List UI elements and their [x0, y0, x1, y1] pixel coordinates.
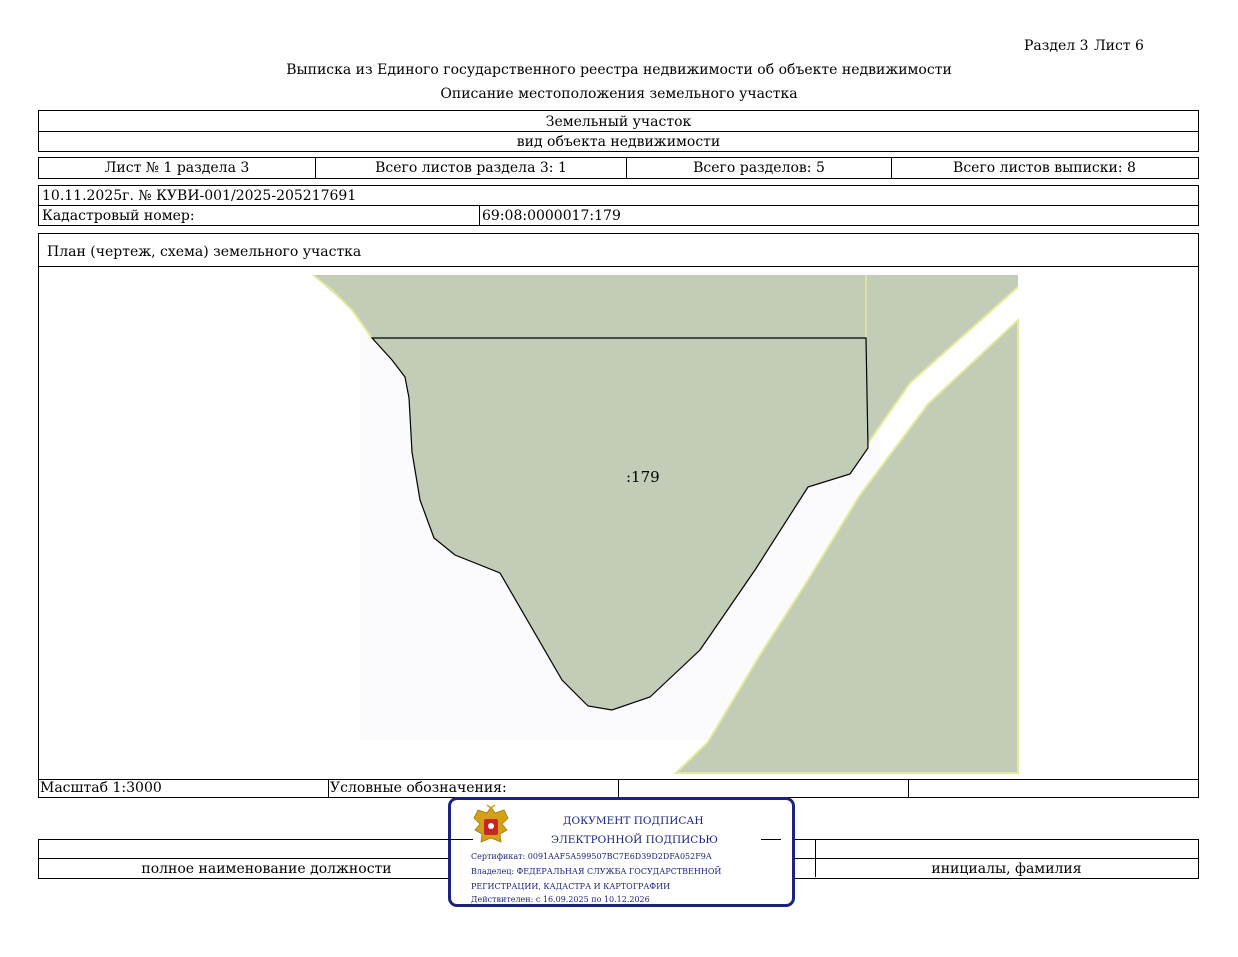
plan-title: План (чертеж, схема) земельного участка — [47, 244, 362, 260]
stamp-validity: Действителен: с 16.09.2025 по 10.12.2026 — [471, 895, 650, 904]
document-title: Выписка из Единого государственного реестра недвижимости об объекте недвижимости — [286, 62, 952, 78]
sheet-number: Лист 6 — [1094, 38, 1144, 54]
stamp-line-left — [391, 839, 473, 840]
record-date-number: 10.11.2025г. № КУВИ-001/2025-205217691 — [42, 188, 357, 204]
parcel-label: :179 — [626, 468, 660, 486]
legend-row — [38, 779, 1199, 798]
electronic-signature-stamp — [448, 797, 795, 907]
stamp-line1: ДОКУМЕНТ ПОДПИСАН — [563, 815, 704, 827]
cadastral-number: 69:08:0000017:179 — [482, 208, 621, 224]
legend-label-cell: Условные обозначения: — [329, 780, 619, 797]
russian-emblem-icon — [471, 804, 511, 848]
stamp-line-right — [761, 839, 781, 840]
stamp-line2: ЭЛЕКТРОННОЙ ПОДПИСЬЮ — [551, 834, 718, 846]
section-number: Раздел 3 — [1024, 38, 1089, 54]
position-caption: полное наименование должности — [141, 861, 392, 877]
document-subtitle: Описание местоположения земельного участка — [440, 86, 798, 102]
sheets-total-cell: Всего листов выписки: 8 — [953, 160, 1136, 176]
cadastral-label: Кадастровый номер: — [42, 208, 195, 224]
legend-cell-3 — [619, 780, 909, 797]
object-kind-caption: вид объекта недвижимости — [516, 134, 721, 150]
name-caption: инициалы, фамилия — [931, 861, 1082, 877]
sections-total-cell: Всего разделов: 5 — [627, 158, 892, 178]
scale-cell: Масштаб 1:3000 — [39, 780, 329, 797]
stamp-owner-line2: РЕГИСТРАЦИИ, КАДАСТРА И КАРТОГРАФИИ — [471, 882, 671, 891]
sheets-in-section-cell: Всего листов раздела 3: 1 — [316, 158, 627, 178]
object-name: Земельный участок — [545, 114, 692, 130]
legend-cell-4 — [909, 780, 1198, 797]
stamp-owner-line1: Владелец: ФЕДЕРАЛЬНАЯ СЛУЖБА ГОСУДАРСТВЕННОЙ — [471, 867, 722, 876]
stamp-certificate: Сертификат: 0091AAF5A599507BC7E6D39D2DFA052F9A — [471, 852, 712, 861]
sheet-number-cell: Лист № 1 раздела 3 — [39, 158, 316, 178]
